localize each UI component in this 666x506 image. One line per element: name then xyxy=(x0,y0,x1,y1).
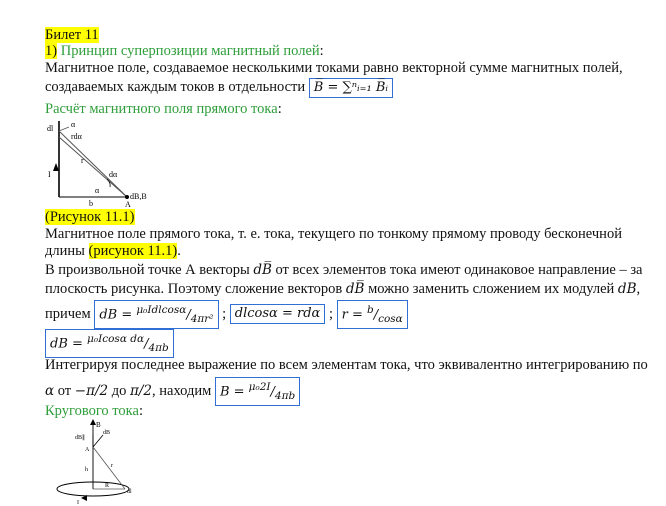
p1-figure-ref: (рисунок 11.1) xyxy=(88,243,178,259)
p4-line2-b: до xyxy=(108,382,130,399)
formula1-lhs: dB = xyxy=(99,307,137,323)
label-dl: dl xyxy=(47,124,54,133)
formula3-num: b xyxy=(366,304,374,316)
straight-heading-text: Расчёт магнитного поля прямого тока xyxy=(45,101,278,117)
p1-line2-a: длины xyxy=(45,243,89,259)
q1-text-line2-text: создаваемых каждым токов в отдельности xyxy=(45,79,306,95)
formula4-lhs: dB = xyxy=(50,336,88,352)
figure-caption-text: (Рисунок 11.1) xyxy=(45,209,135,225)
p2-line2-math2: dB xyxy=(617,281,637,297)
p4-line1: Интегрируя последнее выражение по всем элементам тока, что эквивалентно интегрированию по xyxy=(45,357,648,373)
p2-line1-a: В произвольной точке А векторы xyxy=(45,262,254,278)
p1-line1: Магнитное поле прямого тока, т. е. тока, текущего по тонкому прямому проводу бесконечной xyxy=(45,226,622,242)
p2-line2-a: плоскость рисунка. Поэтому сложение векторов xyxy=(45,281,346,297)
ticket-title-text: Билет 11 xyxy=(45,27,99,43)
point-a xyxy=(125,195,129,199)
formula-db-1: dB = $^{\mu_0Idlcos\alpha}/_{4\pi r^2}$ xyxy=(94,300,218,329)
r-line-2 xyxy=(59,137,127,197)
p1-line2 xyxy=(45,241,181,262)
label-h: h xyxy=(85,467,88,473)
label-dl: dl xyxy=(127,489,132,495)
label-axis-b: B xyxy=(96,421,101,429)
label-dalpha: dα xyxy=(109,170,118,179)
p4-line2-c: , находим xyxy=(152,382,212,399)
formula1-num: μ₀Idlcosα xyxy=(136,304,187,316)
label-a: A xyxy=(85,447,90,453)
formula-dl-cos: dlcosα = rdα xyxy=(230,304,326,324)
superposition-formula: B̅ = ∑ⁿᵢ₌₁ B̅ᵢ xyxy=(309,78,393,98)
separator-1: ; xyxy=(222,305,227,322)
label-r: r xyxy=(81,156,84,165)
straight-heading-colon: : xyxy=(277,101,282,117)
current-arrow xyxy=(53,163,59,171)
formula3-den: cosα xyxy=(378,312,403,325)
p4-line2-m1: −π/2 xyxy=(74,382,109,399)
formula5-lhs: B = xyxy=(219,384,249,400)
p4-line2-a: от xyxy=(54,382,75,399)
straight-current-figure xyxy=(45,117,155,209)
label-alpha: α xyxy=(71,120,76,129)
p1-line2-b: . xyxy=(177,243,181,259)
label-a: A xyxy=(125,200,131,209)
q1-heading-text: Принцип суперпозиции магнитный полей xyxy=(60,43,320,59)
rdalpha-line xyxy=(59,127,69,131)
p2-line2 xyxy=(45,279,640,300)
label-db: dB xyxy=(103,430,111,436)
p4-line2-alpha: α xyxy=(45,382,55,399)
label-current: I xyxy=(48,170,51,179)
r-line-1 xyxy=(59,131,127,197)
p2-line1 xyxy=(45,260,643,281)
p2-line1-math: dB̅ xyxy=(253,262,272,278)
circular-current-figure xyxy=(45,419,155,505)
q1-number: 1) xyxy=(45,43,58,59)
formula1-den: 4πr² xyxy=(190,312,214,325)
formula3-lhs: r = xyxy=(341,307,367,323)
formula-r: $r = ^b/_{cos\alpha}$ xyxy=(337,300,408,329)
q1-heading-colon: : xyxy=(319,43,324,59)
p3b-line xyxy=(45,329,174,358)
label-current: I xyxy=(77,500,79,505)
p2-line2-math: dB̅ xyxy=(345,281,365,297)
p3-prefix: причем xyxy=(45,305,91,322)
separator-2: ; xyxy=(328,305,333,322)
formula-db-2: dB = $^{\mu_0Icos\alpha d\alpha}/_{4\pi b}$ xyxy=(45,329,174,358)
label-dbb: dB,B xyxy=(130,192,147,201)
q1-text-line2 xyxy=(45,77,393,98)
p3-line xyxy=(45,300,408,329)
formula4-num: μ₀Icosα dα xyxy=(87,333,145,345)
label-big-r: R xyxy=(105,483,110,489)
formula4-den: 4πb xyxy=(148,341,169,354)
label-alpha2: α xyxy=(95,186,100,195)
db-vector xyxy=(93,435,103,447)
p2-line2-b: можно заменить сложением их модулей xyxy=(364,281,618,297)
p2-line2-c: , xyxy=(636,281,641,297)
p2-line1-b: от всех элементов тока имеют одинаковое направление – за xyxy=(271,262,643,278)
circular-heading-text: Кругового тока xyxy=(45,403,139,419)
circular-heading-colon: : xyxy=(138,403,143,419)
formula5-den: 4πb xyxy=(274,389,296,402)
formula5-num: μ₀2I xyxy=(248,381,271,393)
label-db-parallel: dB∥ xyxy=(75,435,86,441)
label-b: b xyxy=(89,199,93,208)
label-rdalpha: rdα xyxy=(71,132,82,141)
q1-text-line1: Магнитное поле, создаваемое несколькими токами равно векторной сумме магнитных полей, xyxy=(45,60,623,76)
formula-b-result: $B = ^{\mu_02I}/_{4\pi b}$ xyxy=(215,377,300,406)
p4-line2-m2: π/2 xyxy=(130,382,153,399)
label-r: r xyxy=(111,463,113,469)
